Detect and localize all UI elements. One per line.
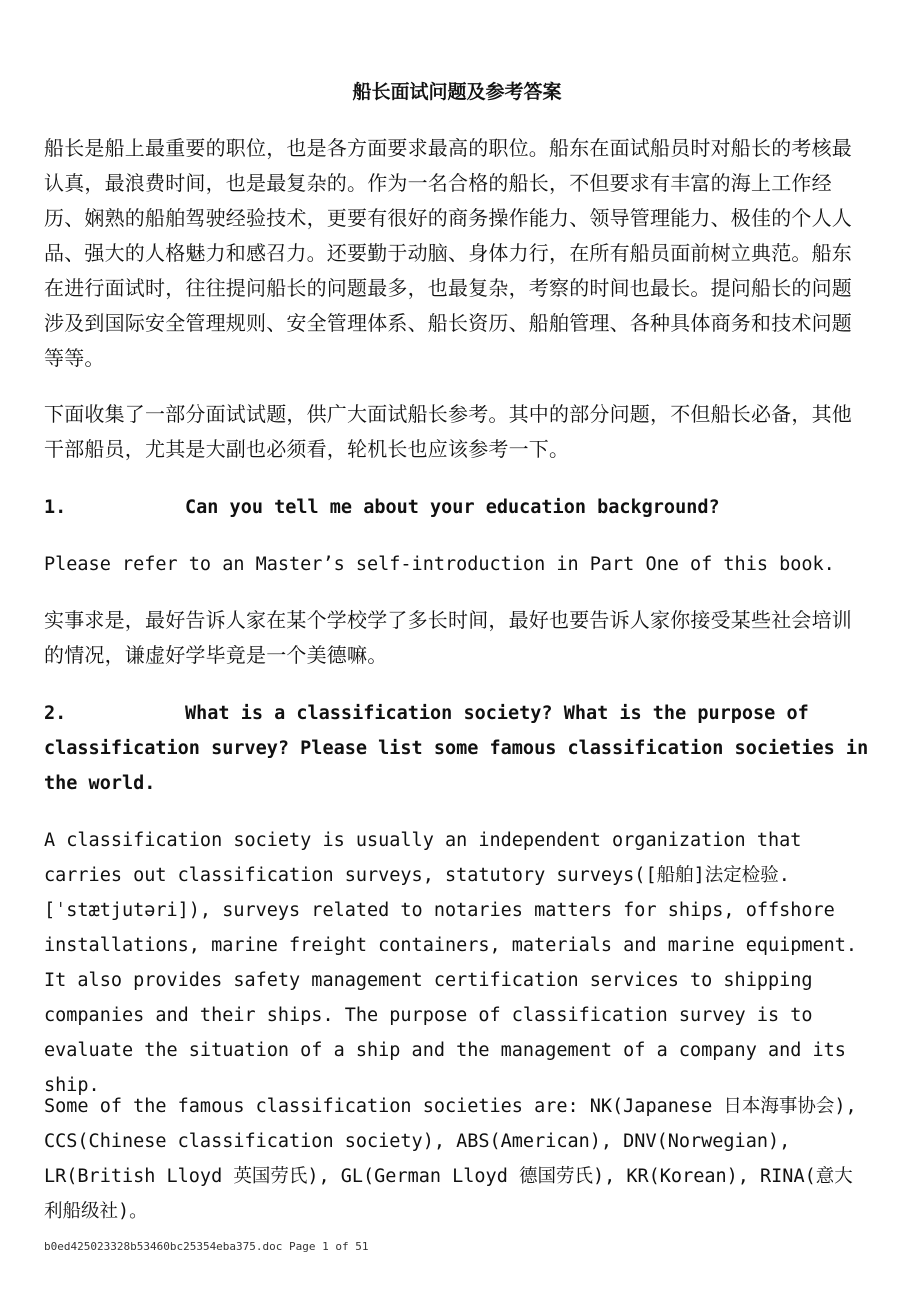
- page-title: 船长面试问题及参考答案: [352, 81, 562, 103]
- answer-1-english: Please refer to an Master’s self-introduction in Part One of this book.: [44, 554, 835, 575]
- question-2-first-line: [44, 696, 870, 731]
- answer-2-paragraph-1: A classification society is usually an independent organization that carries out classification surveys, statutory surveys([船舶]法定检验.[ˈstætjutəri]), surveys related to notaries matters for ships, offshore installations, marine freight containers, materials and marine equipment. It also provides safety management certification services to shipping companies and their ships. The purpose of classification survey is to evaluate the situation of a ship and the management of a company and its ship.: [44, 830, 858, 1096]
- answer-1-chinese: 实事求是，最好告诉人家在某个学校学了多长时间，最好也要告诉人家你接受某些社会培训的情况，谦虚好学毕竟是一个美德嘛。: [44, 608, 852, 667]
- question-2-text-rest: classification survey? Please list some famous classification societies in the world.: [44, 738, 869, 794]
- answer-2-paragraph-2: Some of the famous classification societies are: NK(Japanese 日本海事协会), CCS(Chinese classification society), ABS(American), DNV(Norwegian), LR(British Lloyd 英国劳氏), GL(German Lloyd 德国劳氏), KR(Korean), RINA(意大利船级社)。: [44, 1096, 857, 1222]
- question-1-text: Can you tell me about your education background?: [185, 497, 720, 518]
- question-1: [44, 490, 870, 525]
- page-footer: b0ed425023328b53460bc25354eba375.doc Page 1 of 51: [44, 1240, 369, 1253]
- intro-paragraph: 船长是船上最重要的职位，也是各方面要求最高的职位。船东在面试船员时对船长的考核最认真，最浪费时间，也是最复杂的。作为一名合格的船长，不但要求有丰富的海上工作经历、娴熟的船舶驾驶经验技术，更要有很好的商务操作能力、领导管理能力、极佳的个人人品、强大的人格魅力和感召力。还要勤于动脑、身体力行，在所有船员面前树立典范。船东在进行面试时，往往提问船长的问题最多，也最复杂，考察的时间也最长。提问船长的问题涉及到国际安全管理规则、安全管理体系、船长资历、船舶管理、各种具体商务和技术问题等等。: [44, 136, 852, 370]
- collection-paragraph: 下面收集了一部分面试试题，供广大面试船长参考。其中的部分问题，不但船长必备，其他干部船员，尤其是大副也必须看，轮机长也应该参考一下。: [44, 402, 852, 461]
- question-2-text-line1: What is a classification society? What is the purpose of: [185, 703, 809, 724]
- question-1-number: 1.: [44, 497, 67, 518]
- question-2: [44, 696, 870, 801]
- question-2-number: 2.: [44, 703, 67, 724]
